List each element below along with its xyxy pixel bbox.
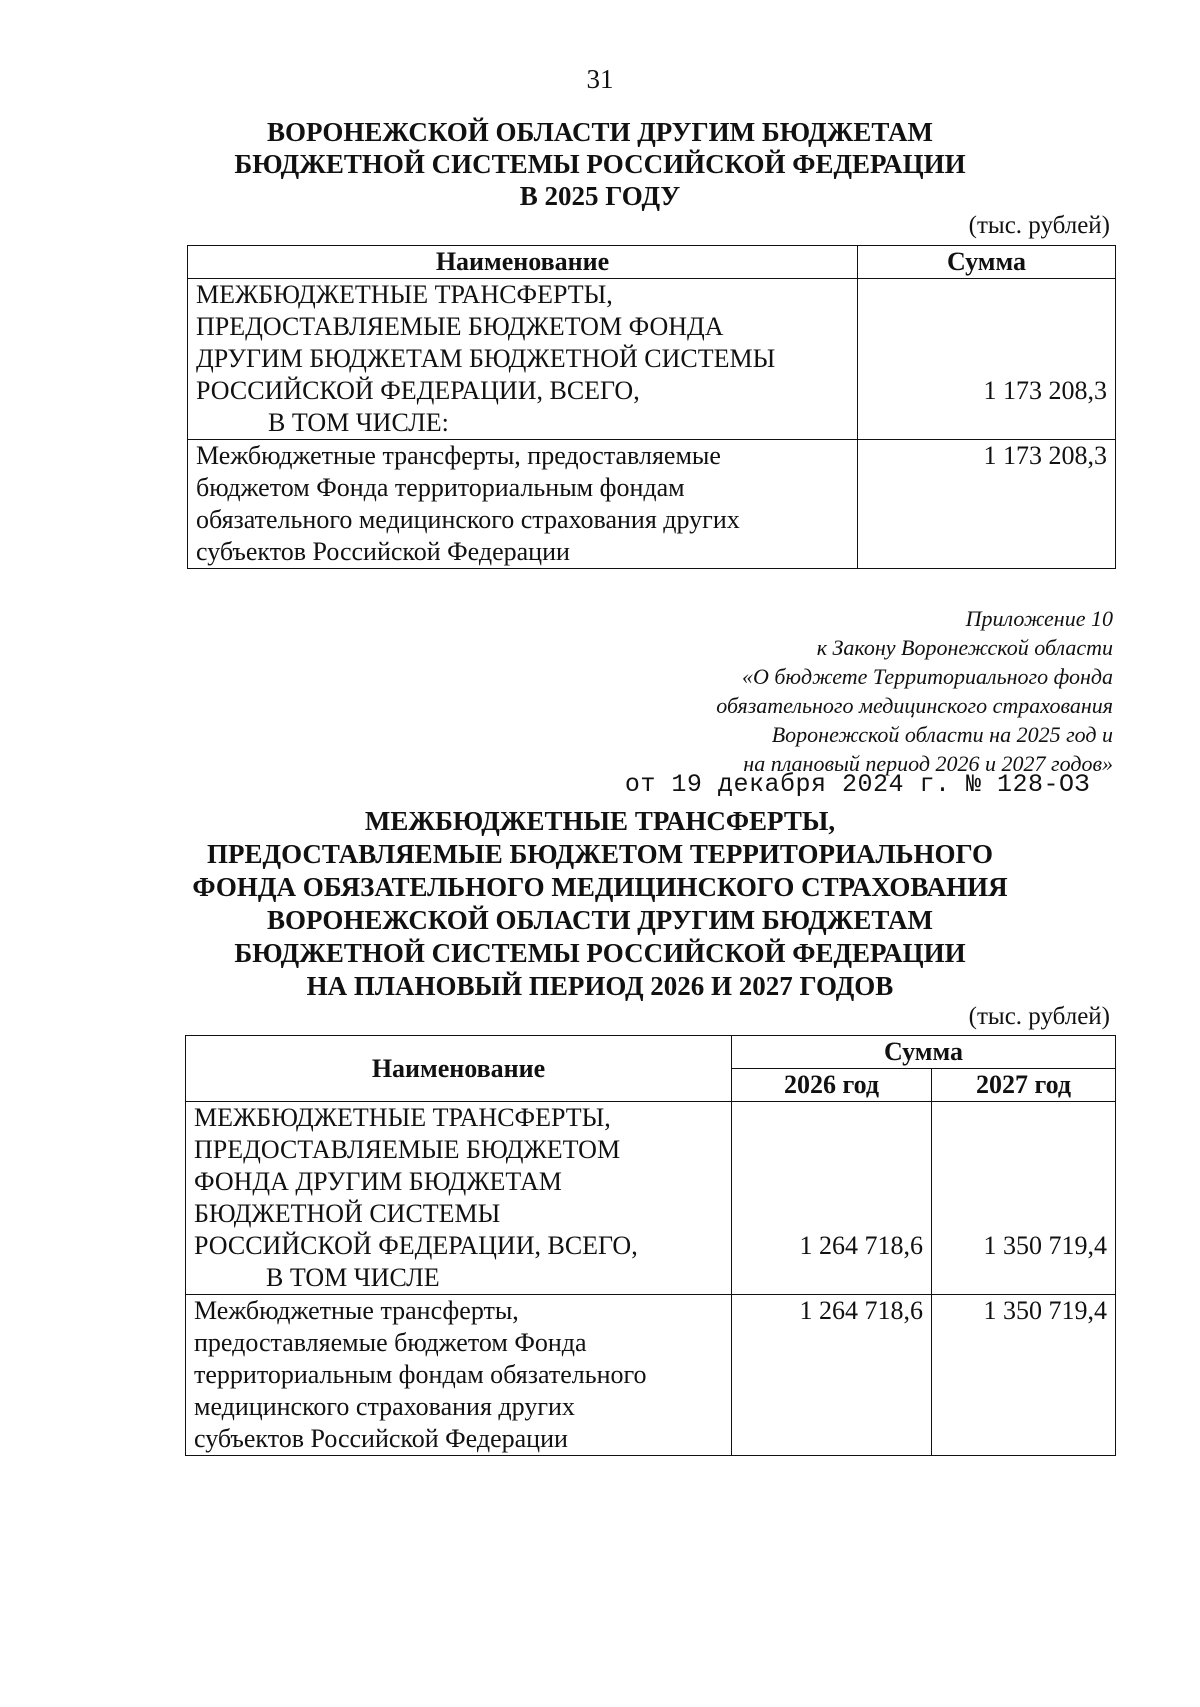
row-name-line: предоставляемые бюджетом Фонда — [194, 1328, 587, 1357]
row-sum-2026-cell: 1 264 718,6 — [732, 1102, 932, 1295]
table-header-row — [186, 1036, 1116, 1069]
row-name-cell — [186, 1102, 732, 1295]
row-sum-cell: 1 173 208,3 — [858, 279, 1116, 440]
row-name-cell — [188, 440, 858, 569]
row-sum-2027-cell: 1 350 719,4 — [932, 1295, 1116, 1456]
appendix-note — [716, 604, 1113, 778]
section2-title-line: ПРЕДОСТАВЛЯЕМЫЕ БЮДЖЕТОМ ТЕРРИТОРИАЛЬНОГО — [207, 839, 993, 869]
table-row — [188, 279, 1116, 440]
row-name-line: субъектов Российской Федерации — [196, 537, 570, 566]
section1-title-line: БЮДЖЕТНОЙ СИСТЕМЫ РОССИЙСКОЙ ФЕДЕРАЦИИ — [234, 149, 966, 179]
section1-title-line: ВОРОНЕЖСКОЙ ОБЛАСТИ ДРУГИМ БЮДЖЕТАМ — [266, 117, 934, 147]
row-name-line: обязательного медицинского страхования других — [196, 505, 740, 534]
section2-units: (тыс. рублей) — [968, 1003, 1110, 1030]
section2-title-line: НА ПЛАНОВЫЙ ПЕРИОД 2026 И 2027 ГОДОВ — [306, 971, 894, 1001]
appendix-line: Воронежской области на 2025 год и — [771, 722, 1113, 747]
row-name-line: БЮДЖЕТНОЙ СИСТЕМЫ — [194, 1199, 501, 1228]
row-name-line: медицинского страхования других — [194, 1392, 575, 1421]
row-name-line: ПРЕДОСТАВЛЯЕМЫЕ БЮДЖЕТОМ ФОНДА — [196, 312, 724, 341]
row-name-indent: В ТОМ ЧИСЛЕ — [266, 1263, 440, 1292]
row-sum-2027-cell: 1 350 719,4 — [932, 1102, 1116, 1295]
row-sum-cell: 1 173 208,3 — [858, 440, 1116, 569]
section1-title — [0, 116, 1200, 212]
row-name-cell — [188, 279, 858, 440]
row-name-line: Межбюджетные трансферты, — [194, 1296, 519, 1325]
column-header-name: Наименование — [188, 246, 858, 279]
section2-title-line: ФОНДА ОБЯЗАТЕЛЬНОГО МЕДИЦИНСКОГО СТРАХОВАНИЯ — [192, 872, 1008, 902]
column-header-sum: Сумма — [732, 1036, 1116, 1069]
appendix-line: обязательного медицинского страхования — [716, 693, 1113, 718]
table-row — [188, 440, 1116, 569]
row-name-line: ПРЕДОСТАВЛЯЕМЫЕ БЮДЖЕТОМ — [194, 1135, 621, 1164]
row-name-line: субъектов Российской Федерации — [194, 1424, 568, 1453]
column-header-name: Наименование — [186, 1036, 732, 1102]
appendix-line: Приложение 10 — [965, 606, 1113, 631]
row-name-line: бюджетом Фонда территориальным фондам — [196, 473, 685, 502]
row-name-line: ДРУГИМ БЮДЖЕТАМ БЮДЖЕТНОЙ СИСТЕМЫ — [196, 344, 776, 373]
row-name-line: МЕЖБЮДЖЕТНЫЕ ТРАНСФЕРТЫ, — [196, 280, 613, 309]
column-header-2026: 2026 год — [732, 1069, 932, 1102]
section2-table — [185, 1035, 1116, 1456]
row-name-line: ФОНДА ДРУГИМ БЮДЖЕТАМ — [194, 1167, 562, 1196]
section2-title-line: ВОРОНЕЖСКОЙ ОБЛАСТИ ДРУГИМ БЮДЖЕТАМ — [266, 905, 934, 935]
table-row — [186, 1102, 1116, 1295]
appendix-line: к Закону Воронежской области — [816, 635, 1113, 660]
section2-title-line: МЕЖБЮДЖЕТНЫЕ ТРАНСФЕРТЫ, — [364, 806, 836, 836]
table-row — [186, 1295, 1116, 1456]
section1-table — [187, 245, 1116, 569]
row-sum-2026-cell: 1 264 718,6 — [732, 1295, 932, 1456]
section2-title — [0, 805, 1200, 1003]
appendix-line: «О бюджете Территориального фонда — [742, 664, 1113, 689]
section2-title-line: БЮДЖЕТНОЙ СИСТЕМЫ РОССИЙСКОЙ ФЕДЕРАЦИИ — [234, 938, 966, 968]
row-name-cell — [186, 1295, 732, 1456]
section1-units: (тыс. рублей) — [968, 212, 1110, 239]
column-header-2027: 2027 год — [932, 1069, 1116, 1102]
law-date-stamp: от 19 декабря 2024 г. № 128-ОЗ — [624, 770, 1090, 799]
row-name-line: МЕЖБЮДЖЕТНЫЕ ТРАНСФЕРТЫ, — [194, 1103, 611, 1132]
appendix-line: на плановый период 2026 и 2027 годов» — [743, 751, 1113, 776]
section1-title-line: В 2025 ГОДУ — [519, 181, 681, 211]
row-name-line: РОССИЙСКОЙ ФЕДЕРАЦИИ, ВСЕГО, — [196, 376, 640, 405]
row-name-line: территориальным фондам обязательного — [194, 1360, 647, 1389]
row-name-line: РОССИЙСКОЙ ФЕДЕРАЦИИ, ВСЕГО, — [194, 1231, 638, 1260]
page-number: 31 — [586, 64, 614, 94]
row-name-indent: В ТОМ ЧИСЛЕ: — [268, 408, 449, 437]
table-header-row — [188, 246, 1116, 279]
row-name-line: Межбюджетные трансферты, предоставляемые — [196, 441, 721, 470]
column-header-sum: Сумма — [858, 246, 1116, 279]
